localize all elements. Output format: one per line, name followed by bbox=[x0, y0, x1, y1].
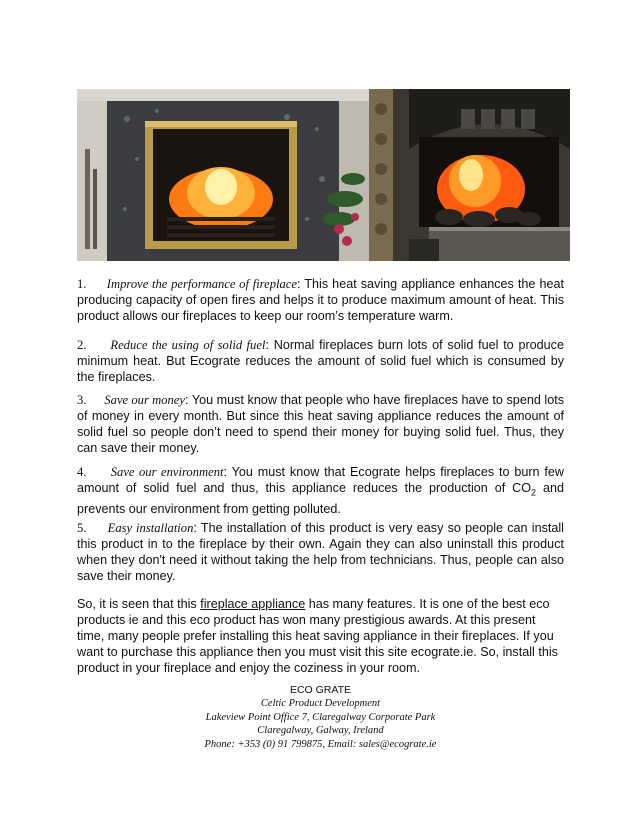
item-heading: Improve the performance of fireplace bbox=[106, 277, 297, 291]
fireplace-photo-right bbox=[369, 89, 570, 261]
feature-item-3: 3. Save our money: You must know that people who have fireplaces have to spend lots of money in every month. But since this heat saving appliance reduces the amount of solid fuel so people don’t need to spend their money for buying solid fuel. Thus, they can save their money. bbox=[77, 393, 565, 455]
feature-item-2: 2. Reduce the using of solid fuel: Normal fireplaces burn lots of solid fuel to produce minimum heat. But Ecograte reduces the amount of solid fuel which is consumed by the fireplaces. bbox=[77, 338, 564, 384]
closing-text-before: So, it is seen that this bbox=[77, 597, 201, 611]
feature-item-4: 4. Save our environment: You must know that Ecograte helps fireplaces to burn few amount of solid fuel and thus, this appliance reduces the production of $CO_2$ and prevents our environment from getting polluted. bbox=[77, 465, 564, 516]
brass-fireplace-illustration bbox=[77, 89, 369, 261]
item-number: 1. bbox=[77, 277, 87, 291]
company-name: ECO GRATE bbox=[289, 684, 352, 696]
fireplace-photo-left bbox=[77, 89, 369, 261]
company-address-2: Claregalway, Galway, Ireland bbox=[257, 725, 384, 736]
company-footer bbox=[77, 684, 564, 751]
feature-item-1: 1. Improve the performance of fireplace: This heat saving appliance enhances the heat producing capacity of open fires and helps it to produce maximum amount of heat. This product allows our fireplaces to keep our room’s temperature warm. bbox=[77, 277, 564, 323]
company-address-1: Lakeview Point Office 7, Claregalway Corporate Park bbox=[205, 711, 436, 723]
fireplace-appliance-link[interactable]: fireplace appliance bbox=[200, 597, 306, 611]
item-number: 5. bbox=[77, 521, 87, 535]
item-number: 4. bbox=[77, 465, 87, 479]
item-heading: Reduce the using of solid fuel bbox=[110, 338, 266, 352]
company-contact: Phone: +353 (0) 91 799875, Email: sales@ecograte.ie bbox=[204, 738, 437, 750]
item-body-continued: and prevents our environment from getting polluted. bbox=[77, 481, 564, 516]
item-body: This heat saving appliance enhances the heat producing capacity of open fires and helps it to produce maximum amount of heat. This product allows our fireplaces to keep our room’s temperature warm. bbox=[77, 277, 564, 323]
item-body: The installation of this product is very easy so people can install this product in to the fireplace by their own. Again they can also uninstall this product when they don't need it without taking the help from technicians. Thus, people can also save their money. bbox=[77, 521, 564, 583]
item-body: Normal fireplaces burn lots of solid fuel to produce minimum heat. But Ecograte reduces the amount of solid fuel which is consumed by the fireplaces. bbox=[77, 338, 564, 384]
closing-text-after: has many features. It is one of the best eco products ie and this eco product has won many prestigious awards. At this present time, many people prefer installing this heat saving appliance in their fireplaces. If you want to purchase this appliance then you must visit this site ecograte.ie. So, install this product in your fireplace and enjoy the coziness in your room. bbox=[77, 597, 558, 675]
item-number: 2. bbox=[77, 338, 87, 352]
item-heading: Easy installation bbox=[107, 521, 194, 535]
item-heading: Save our money bbox=[104, 393, 185, 407]
item-number: 3. bbox=[77, 393, 87, 407]
item-body: You must know that Ecograte helps fireplaces to burn few amount of solid fuel and thus, this appliance reduces the production of CO bbox=[77, 465, 564, 495]
co2-subscript: 2 bbox=[531, 487, 537, 498]
fireplace-photo bbox=[77, 89, 570, 261]
cast-iron-fireplace-illustration bbox=[369, 89, 570, 261]
item-body: You must know that people who have fireplaces have to spend lots of money in every month. But since this heat saving appliance reduces the amount of solid fuel so people don’t need to spend their money for buying solid fuel. Thus, they can save their money. bbox=[77, 393, 565, 455]
closing-paragraph bbox=[77, 596, 564, 676]
company-division: Celtic Product Development bbox=[260, 698, 381, 709]
item-heading: Save our environment bbox=[110, 465, 224, 479]
feature-item-5: 5. Easy installation: The installation of this product is very easy so people can install this product in to the fireplace by their own. Again they can also uninstall this product when they don't need it without taking the help from technicians. Thus, people can also save their money. bbox=[77, 521, 564, 583]
